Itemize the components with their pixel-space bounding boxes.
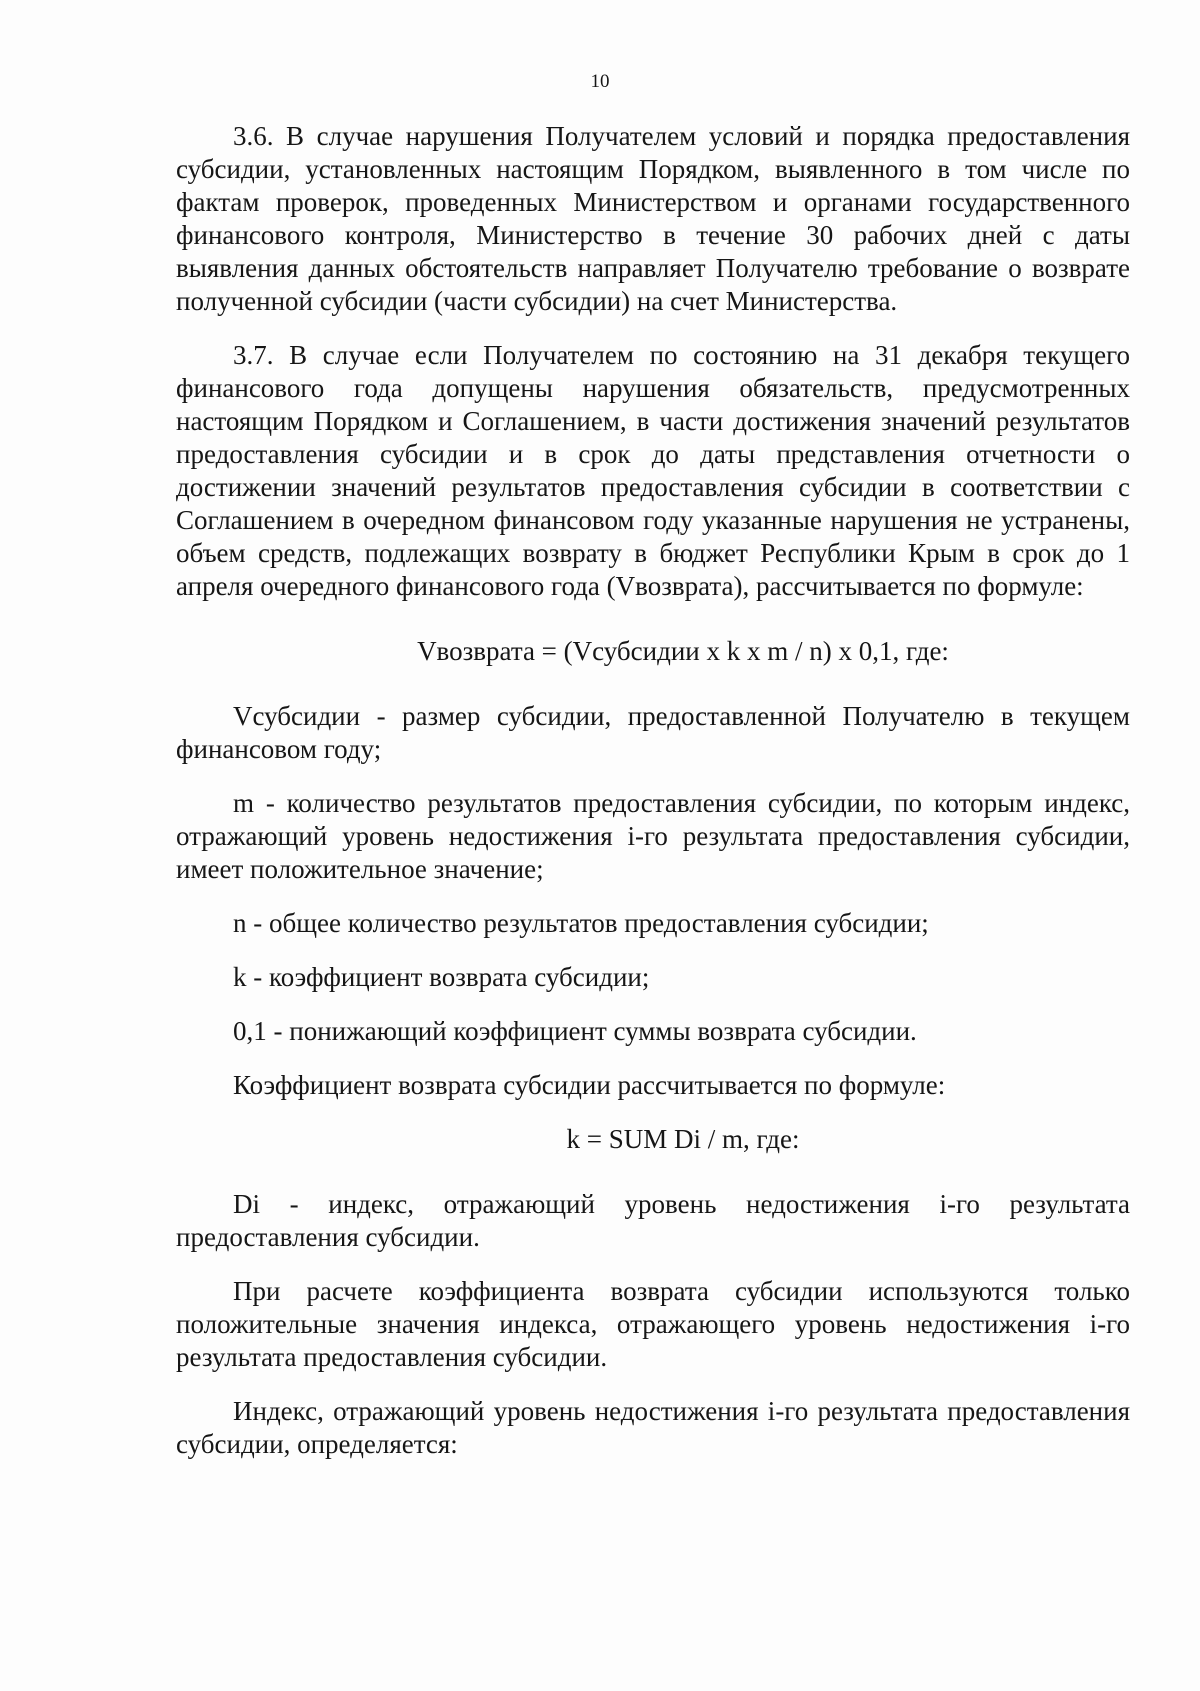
positive-values-note: При расчете коэффициента возврата субсидии используются только положительные значения индекса, отражающего уровень недостижения i-го результата предоставления субсидии. [176,1276,1130,1372]
formula-k: k = SUM Di / m, где: [566,1124,800,1154]
definition-n: n - общее количество результатов предоставления субсидии; [233,908,929,938]
definition-di: Di - индекс, отражающий уровень недостижения i-го результата предоставления субсидии. [176,1189,1130,1252]
paragraph-3-6: 3.6. В случае нарушения Получателем условий и порядка предоставления субсидии, установленных настоящим Порядком, выявленного в том числе по фактам проверок, проведенных Министерством и органами государственного финансового контроля, Министерство в течение 30 рабочих дней с даты выявления данных обстоятельств направляет Получателю требование о возврате полученной субсидии (части субсидии) на счет Министерства. [176,121,1130,316]
definition-m: m - количество результатов предоставления субсидии, по которым индекс, отражающий уровень недостижения i-го результата предоставления субсидии, имеет положительное значение; [176,788,1130,884]
k-formula-intro: Коэффициент возврата субсидии рассчитывается по формуле: [233,1070,946,1100]
paragraph-3-7: 3.7. В случае если Получателем по состоянию на 31 декабря текущего финансового года допущены нарушения обязательств, предусмотренных настоящим Порядком и Соглашением, в части достижения значений результатов предоставления субсидии и в срок до даты представления отчетности о достижении значений результатов предоставления субсидии в соответствии с Соглашением в очередном финансовом году указанные нарушения не устранены, объем средств, подлежащих возврату в бюджет Республики Крым в срок до 1 апреля очередного финансового года (Vвозврата), рассчитывается по формуле: [176,340,1130,601]
definition-reduction-coefficient: 0,1 - понижающий коэффициент суммы возврата субсидии. [233,1016,917,1046]
page-number: 10 [590,71,610,92]
definition-k: k - коэффициент возврата субсидии; [233,962,650,992]
document-body [176,120,1130,1461]
index-definition-intro: Индекс, отражающий уровень недостижения i-го результата предоставления субсидии, определяется: [176,1396,1130,1459]
definition-v-subsidy: Vсубсидии - размер субсидии, предоставленной Получателю в текущем финансовом году; [176,701,1130,764]
formula-v-return: Vвозврата = (Vсубсидии x k x m / n) x 0,1, где: [417,636,949,666]
